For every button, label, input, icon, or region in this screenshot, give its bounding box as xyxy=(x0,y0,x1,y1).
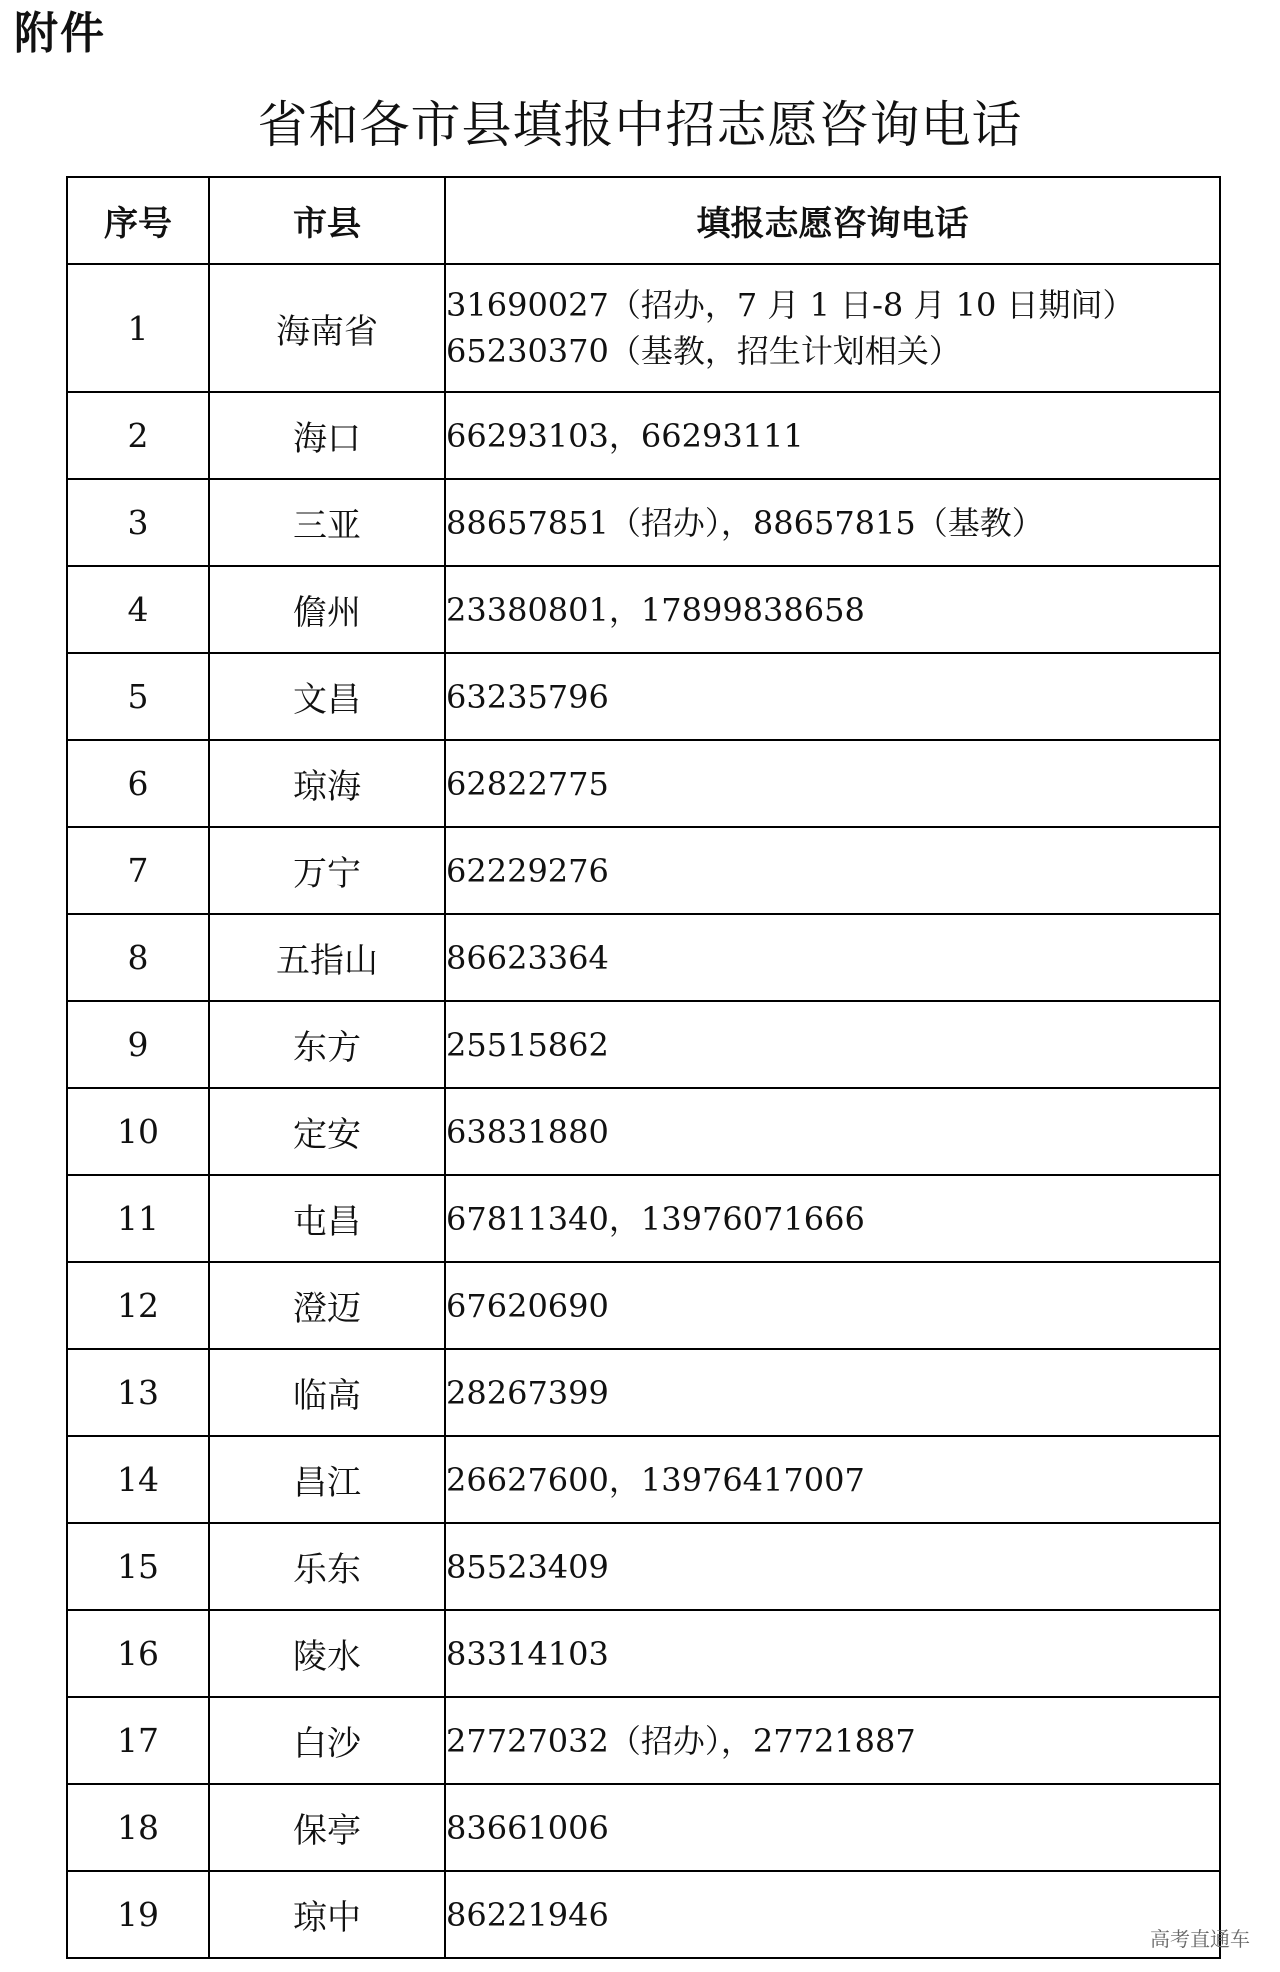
row-index: 3 xyxy=(67,479,209,566)
phone-number: 66293103，66293111 xyxy=(446,416,804,455)
row-city: 儋州 xyxy=(209,566,445,653)
row-city: 陵水 xyxy=(209,1610,445,1697)
phone-number: 85523409 xyxy=(446,1547,609,1586)
row-city: 临高 xyxy=(209,1349,445,1436)
phone-number: 86221946 xyxy=(446,1895,609,1934)
row-index: 15 xyxy=(67,1523,209,1610)
table-row xyxy=(67,1871,1220,1958)
phone-number: 62229276 xyxy=(446,851,609,890)
row-index: 13 xyxy=(67,1349,209,1436)
phone-number: 23380801，17899838658 xyxy=(446,590,865,629)
row-city: 文昌 xyxy=(209,653,445,740)
table-row xyxy=(67,1001,1220,1088)
table-body xyxy=(67,264,1220,1958)
row-phone xyxy=(445,1697,1220,1784)
phone-number: 28267399 xyxy=(446,1373,609,1412)
row-phone xyxy=(445,1262,1220,1349)
row-phone xyxy=(445,1088,1220,1175)
table-row xyxy=(67,1697,1220,1784)
row-phone xyxy=(445,566,1220,653)
row-city: 海南省 xyxy=(209,264,445,392)
phone-number: 31690027（招办，7 月 1 日-8 月 10 日期间） xyxy=(446,286,1135,324)
row-city: 三亚 xyxy=(209,479,445,566)
table-row xyxy=(67,740,1220,827)
row-index: 4 xyxy=(67,566,209,653)
row-index: 5 xyxy=(67,653,209,740)
phone-number: 26627600，13976417007 xyxy=(446,1460,865,1499)
row-index: 12 xyxy=(67,1262,209,1349)
row-index: 6 xyxy=(67,740,209,827)
table-row xyxy=(67,1088,1220,1175)
row-phone xyxy=(445,914,1220,1001)
contact-table xyxy=(66,176,1221,1959)
table-row xyxy=(67,1523,1220,1610)
table-header xyxy=(67,177,1220,264)
row-index: 17 xyxy=(67,1697,209,1784)
row-phone xyxy=(445,740,1220,827)
phone-number: 67811340，13976071666 xyxy=(446,1199,865,1238)
phone-number: 86623364 xyxy=(446,938,609,977)
table-row xyxy=(67,479,1220,566)
row-city: 东方 xyxy=(209,1001,445,1088)
row-phone xyxy=(445,1436,1220,1523)
phone-number: 63831880 xyxy=(446,1112,609,1151)
row-index: 19 xyxy=(67,1871,209,1958)
header-index: 序号 xyxy=(67,177,209,264)
row-city: 白沙 xyxy=(209,1697,445,1784)
row-phone xyxy=(445,1001,1220,1088)
phone-number: 65230370（基教，招生计划相关） xyxy=(446,332,961,370)
row-phone xyxy=(445,827,1220,914)
phone-number: 83661006 xyxy=(446,1808,609,1847)
row-index: 18 xyxy=(67,1784,209,1871)
table-row xyxy=(67,1784,1220,1871)
header-row xyxy=(67,177,1220,264)
row-phone xyxy=(445,264,1220,392)
watermark: 高考直通车 xyxy=(1150,1927,1250,1951)
phone-number: 62822775 xyxy=(446,764,609,803)
row-city: 昌江 xyxy=(209,1436,445,1523)
row-city: 海口 xyxy=(209,392,445,479)
phone-number: 27727032（招办），27721887 xyxy=(446,1721,916,1760)
table-row xyxy=(67,914,1220,1001)
row-phone xyxy=(445,479,1220,566)
row-index: 14 xyxy=(67,1436,209,1523)
row-index: 1 xyxy=(67,264,209,392)
row-index: 9 xyxy=(67,1001,209,1088)
row-city: 保亭 xyxy=(209,1784,445,1871)
page-title: 省和各市县填报中招志愿咨询电话 xyxy=(257,96,1023,154)
phone-number: 83314103 xyxy=(446,1634,609,1673)
row-phone xyxy=(445,392,1220,479)
header-phone: 填报志愿咨询电话 xyxy=(445,177,1220,264)
table-row xyxy=(67,566,1220,653)
table-row xyxy=(67,1262,1220,1349)
row-phone xyxy=(445,1610,1220,1697)
phone-number: 63235796 xyxy=(446,677,609,716)
table-row xyxy=(67,1436,1220,1523)
row-phone xyxy=(445,1349,1220,1436)
row-city: 琼中 xyxy=(209,1871,445,1958)
row-index: 11 xyxy=(67,1175,209,1262)
row-city: 万宁 xyxy=(209,827,445,914)
row-city: 屯昌 xyxy=(209,1175,445,1262)
phone-number: 88657851（招办），88657815（基教） xyxy=(446,503,1044,542)
table-row xyxy=(67,1610,1220,1697)
row-city: 乐东 xyxy=(209,1523,445,1610)
row-phone xyxy=(445,1784,1220,1871)
header-city: 市县 xyxy=(209,177,445,264)
table-row xyxy=(67,827,1220,914)
row-phone xyxy=(445,1871,1220,1958)
table-row xyxy=(67,264,1220,392)
row-phone xyxy=(445,1523,1220,1610)
row-city: 澄迈 xyxy=(209,1262,445,1349)
table-row xyxy=(67,1175,1220,1262)
table-row xyxy=(67,392,1220,479)
phone-number: 25515862 xyxy=(446,1025,609,1064)
row-city: 定安 xyxy=(209,1088,445,1175)
row-phone xyxy=(445,653,1220,740)
row-phone xyxy=(445,1175,1220,1262)
row-index: 16 xyxy=(67,1610,209,1697)
row-index: 2 xyxy=(67,392,209,479)
table-row xyxy=(67,653,1220,740)
table-row xyxy=(67,1349,1220,1436)
row-index: 8 xyxy=(67,914,209,1001)
row-city: 五指山 xyxy=(209,914,445,1001)
phone-number: 67620690 xyxy=(446,1286,609,1325)
attachment-label: 附件 xyxy=(14,8,106,59)
row-index: 10 xyxy=(67,1088,209,1175)
row-city: 琼海 xyxy=(209,740,445,827)
row-index: 7 xyxy=(67,827,209,914)
